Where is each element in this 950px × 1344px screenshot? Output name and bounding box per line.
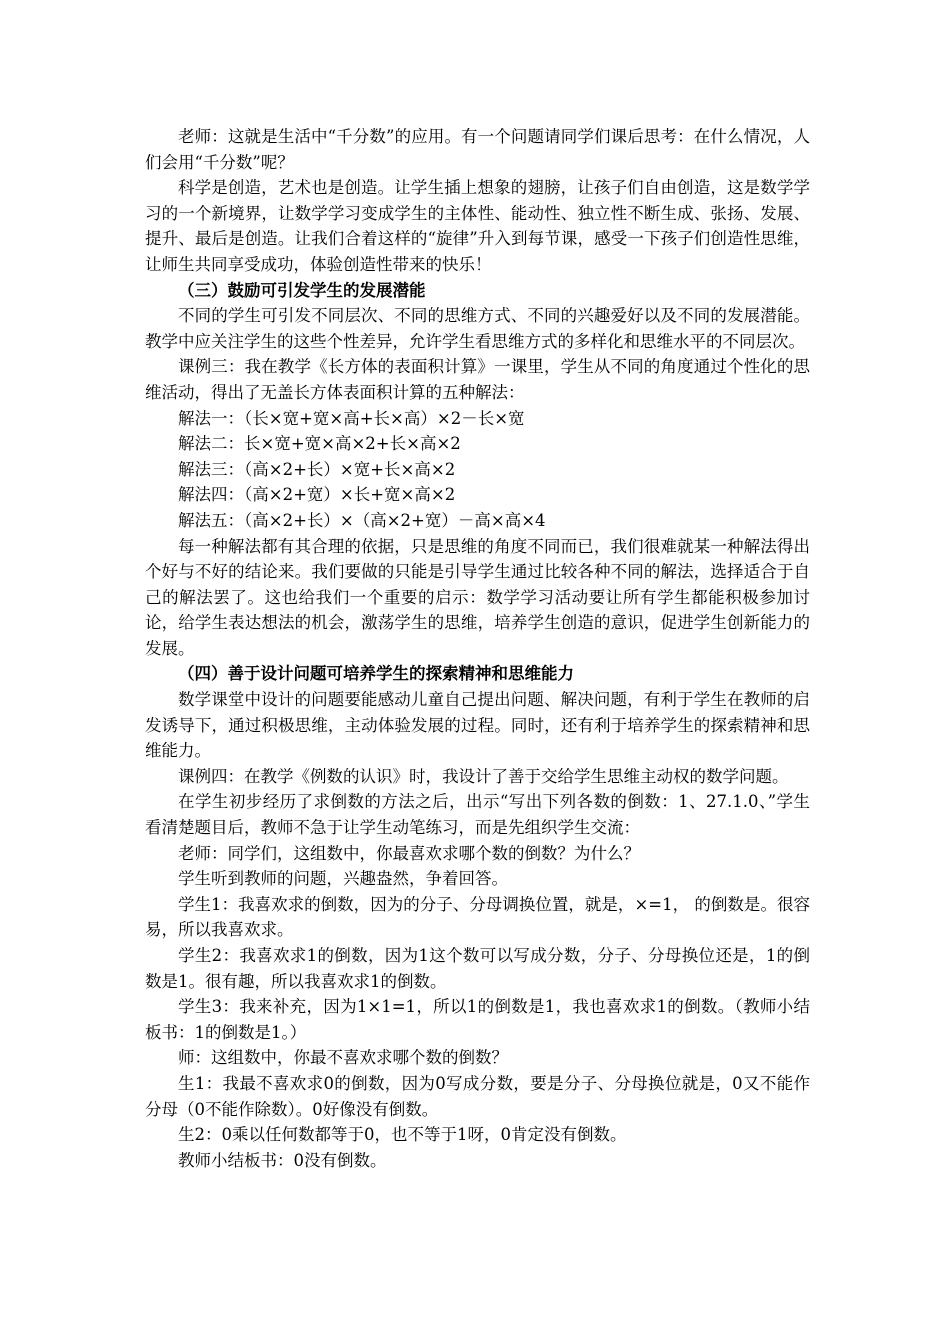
dialogue-line: 生1：我最不喜欢求0的倒数，因为0写成分数，要是分子、分母换位就是，0又不能作分母（0不能作除数）。0好像没有倒数。: [145, 1073, 810, 1119]
paragraph: 数学课堂中设计的问题要能感动儿童自己提出问题、解决问题，有利于学生在教师的启发诱导下，通过积极思维，主动体验发展的过程。同时，还有利于培养学生的探索精神和思维能力。: [145, 690, 810, 761]
paragraph: 不同的学生可引发不同层次、不同的思维方式、不同的兴趣爱好以及不同的发展潜能。教学中应关注学生的这些个性差异，允许学生看思维方式的多样化和思维水平的不同层次。: [145, 306, 810, 351]
paragraph: 在学生初步经历了求倒数的方法之后，出示“写出下列各数的倒数：1、27.1.0、”学生看清楚题目后，教师不急于让学生动笔练习，而是先组织学生交流：: [145, 792, 810, 838]
dialogue-line: 生2：0乘以任何数都等于0，也不等于1呀，0肯定没有倒数。: [178, 1125, 627, 1145]
dialogue-line: 老师：同学们，这组数中，你最喜欢求哪个数的倒数？为什么？: [178, 843, 640, 863]
solution-line: 解法一：（长×宽+宽×高+长×高）×2－长×宽: [178, 408, 525, 428]
paragraph: 每一种解法都有其合理的依据，只是思维的角度不同而已，我们很难就某一种解法得出个好与不好的结论来。我们要做的只能是引导学生通过比较各种不同的解法，选择适合于自己的解法罢了。这也给我们一个重要的启示：数学学习活动要让所有学生都能积极参加讨论，给学生表达想法的机会，激荡学生的思维，培养学生创造的意识，促进学生创新能力的发展。: [145, 536, 810, 658]
paragraph: 学生听到教师的问题，兴趣盎然，争着回答。: [178, 869, 508, 889]
dialogue-line: 师：这组数中，你最不喜欢求哪个数的倒数？: [178, 1048, 508, 1068]
paragraph: 教师小结板书：0没有倒数。: [178, 1150, 387, 1170]
dialogue-line: 学生3：我来补充，因为1×1=1，所以1的倒数是1，我也喜欢求1的倒数。（教师小结板书：1的倒数是1。）: [145, 997, 810, 1042]
section-heading: （四）善于设计问题可培养学生的探索精神和思维能力: [178, 664, 574, 684]
solution-line: 解法四：（高×2+宽）×长+宽×高×2: [178, 485, 456, 505]
solution-line: 解法三：（高×2+长）×宽+长×高×2: [178, 459, 456, 479]
dialogue-line: 学生1：我喜欢求的倒数，因为的分子、分母调换位置，就是，×=1， 的倒数是。很容易，所以我喜欢求。: [145, 894, 810, 940]
paragraph: 课例三：我在教学《长方体的表面积计算》一课里，学生从不同的角度通过个性化的思维活动，得出了无盖长方体表面积计算的五种解法：: [145, 357, 810, 402]
solution-line: 解法二：长×宽+宽×高×2+长×高×2: [178, 434, 461, 454]
paragraph: 课例四：在教学《例数的认识》时，我设计了善于交给学生思维主动权的数学问题。: [178, 766, 789, 786]
solution-line: 解法五：（高×2+长）×（高×2+宽）－高×高×4: [178, 510, 546, 530]
paragraph: 老师：这就是生活中“千分数”的应用。有一个问题请同学们课后思考：在什么情况，人们会用“千分数”呢？: [145, 127, 810, 172]
document-body: [145, 124, 810, 1173]
section-heading: （三）鼓励可引发学生的发展潜能: [178, 280, 426, 300]
dialogue-line: 学生2：我喜欢求1的倒数，因为1这个数可以写成分数，分子、分母换位还是，1的倒数是1。很有趣，所以我喜欢求1的倒数。: [145, 946, 810, 991]
paragraph: 科学是创造，艺术也是创造。让学生插上想象的翅膀，让孩子们自由创造，这是数学学习的一个新境界，让数学学习变成学生的主体性、能动性、独立性不断生成、张扬、发展、提升、最后是创造。让我们合着这样的“旋律”升入到每节课，感受一下孩子们创造性思维，让师生共同享受成功，体验创造性带来的快乐！: [145, 178, 810, 274]
